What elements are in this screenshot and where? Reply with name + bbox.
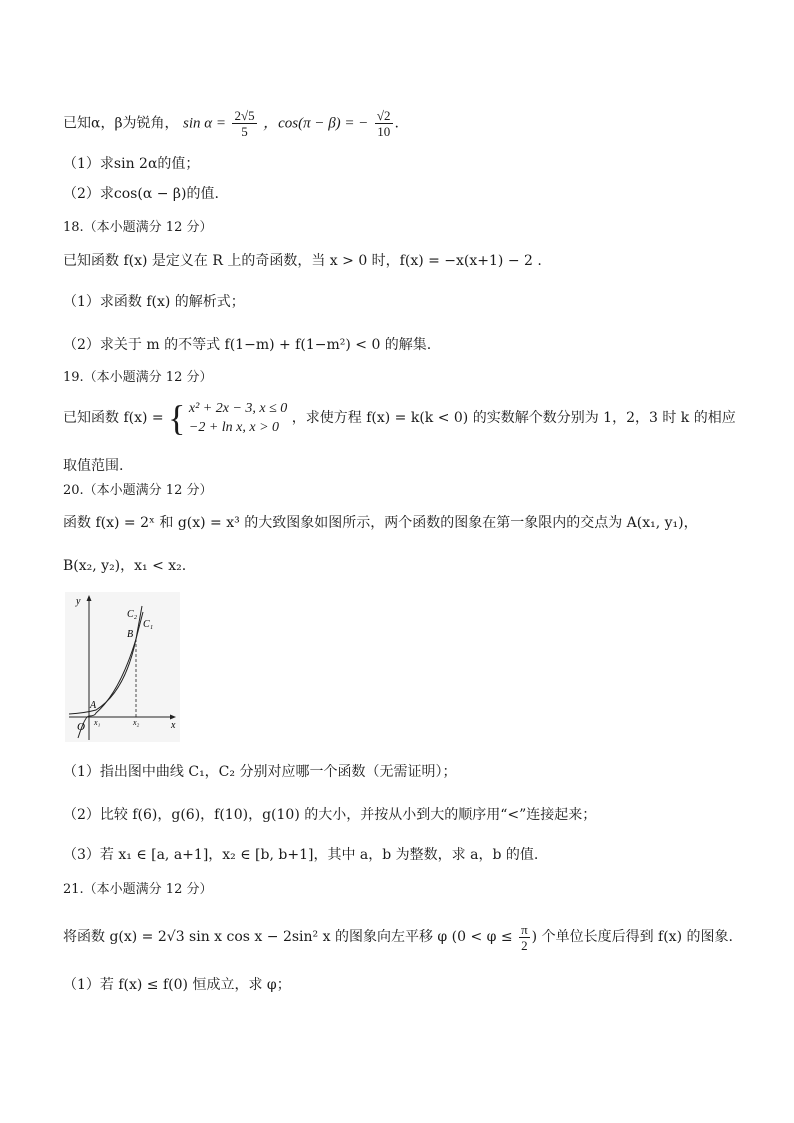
label-y: y (76, 596, 81, 607)
label-b: B (127, 629, 134, 640)
piecewise: { x² + 2x − 3, x ≤ 0 −2 + ln x, x > 0 (168, 398, 288, 438)
q20-figure (65, 592, 180, 742)
label-x: x (171, 720, 176, 731)
q19-stem: 已知函数 f(x) = { x² + 2x − 3, x ≤ 0 −2 + ln x, x > 0 ，求使方程 f(x) = k(k < 0) 的实数解个数分别为 1，2，3 时 k 的相应 (63, 398, 736, 438)
q18-stem: 已知函数 f(x) 是定义在 R 上的奇函数，当 x > 0 时，f(x) = −x(x+1) − 2 . (63, 253, 542, 269)
pi-over-two: $\frac{\pi}{2}$ (521, 921, 528, 953)
q20-part2: （2）比较 f(6)，g(6)，f(10)，g(10) 的大小，并按从小到大的顺序用“<”连接起来； (63, 807, 597, 823)
q20-stem: 函数 f(x) = 2ˣ 和 g(x) = x³ 的大致图象如图所示，两个函数的图象在第一象限内的交点为 A(x₁, y₁)， (63, 515, 698, 531)
q21-header: 21.（本小题满分 12 分） (63, 882, 213, 897)
q19-header: 19.（本小题满分 12 分） (63, 370, 213, 385)
label-c2: C₂ (127, 609, 138, 620)
q17-part1: （1）求sin 2α的值； (63, 156, 200, 172)
q20-part1: （1）指出图中曲线 C₁，C₂ 分别对应哪一个函数（无需证明）； (63, 764, 457, 780)
label-a: A (90, 700, 97, 711)
q17-stem: 已知α，β为锐角， sin α = $\frac{2√5}{5}$ ，cos(π − β) = − $\frac{√2}{10}$ . (63, 108, 399, 139)
sin-fraction: $\frac{2√5}{5}$ (234, 108, 255, 139)
q20-header: 20.（本小题满分 12 分） (63, 483, 213, 498)
label-x1: x₁ (94, 718, 101, 727)
q18-header: 18.（本小题满分 12 分） (63, 220, 213, 235)
q19-stem-end: 取值范围. (63, 458, 124, 474)
q21-stem: 将函数 g(x) = 2√3 sin x cos x − 2sin² x 的图象向左平移 φ (0 < φ ≤ $\frac{\pi}{2}$ ) 个单位长度后得到 f(x) 的图象. (63, 921, 733, 953)
label-x2: x₂ (133, 718, 140, 727)
figure-background (65, 592, 180, 742)
q18-part2: （2）求关于 m 的不等式 f(1−m) + f(1−m²) < 0 的解集. (63, 337, 432, 353)
q18-part1: （1）求函数 f(x) 的解析式； (63, 294, 245, 310)
label-o: O (77, 721, 85, 733)
label-c1: C₁ (143, 619, 154, 630)
cos-fraction: $\frac{√2}{10}$ (376, 108, 391, 139)
q21-part1: （1）若 f(x) ≤ f(0) 恒成立，求 φ； (63, 977, 291, 993)
q20-part3: （3）若 x₁ ∈ [a, a+1]，x₂ ∈ [b, b+1]，其中 a，b 为整数，求 a，b 的值. (63, 847, 539, 863)
q20-stem2: B(x₂, y₂)，x₁ < x₂. (63, 558, 187, 574)
q17-part2: （2）求cos(α − β)的值. (63, 186, 219, 202)
